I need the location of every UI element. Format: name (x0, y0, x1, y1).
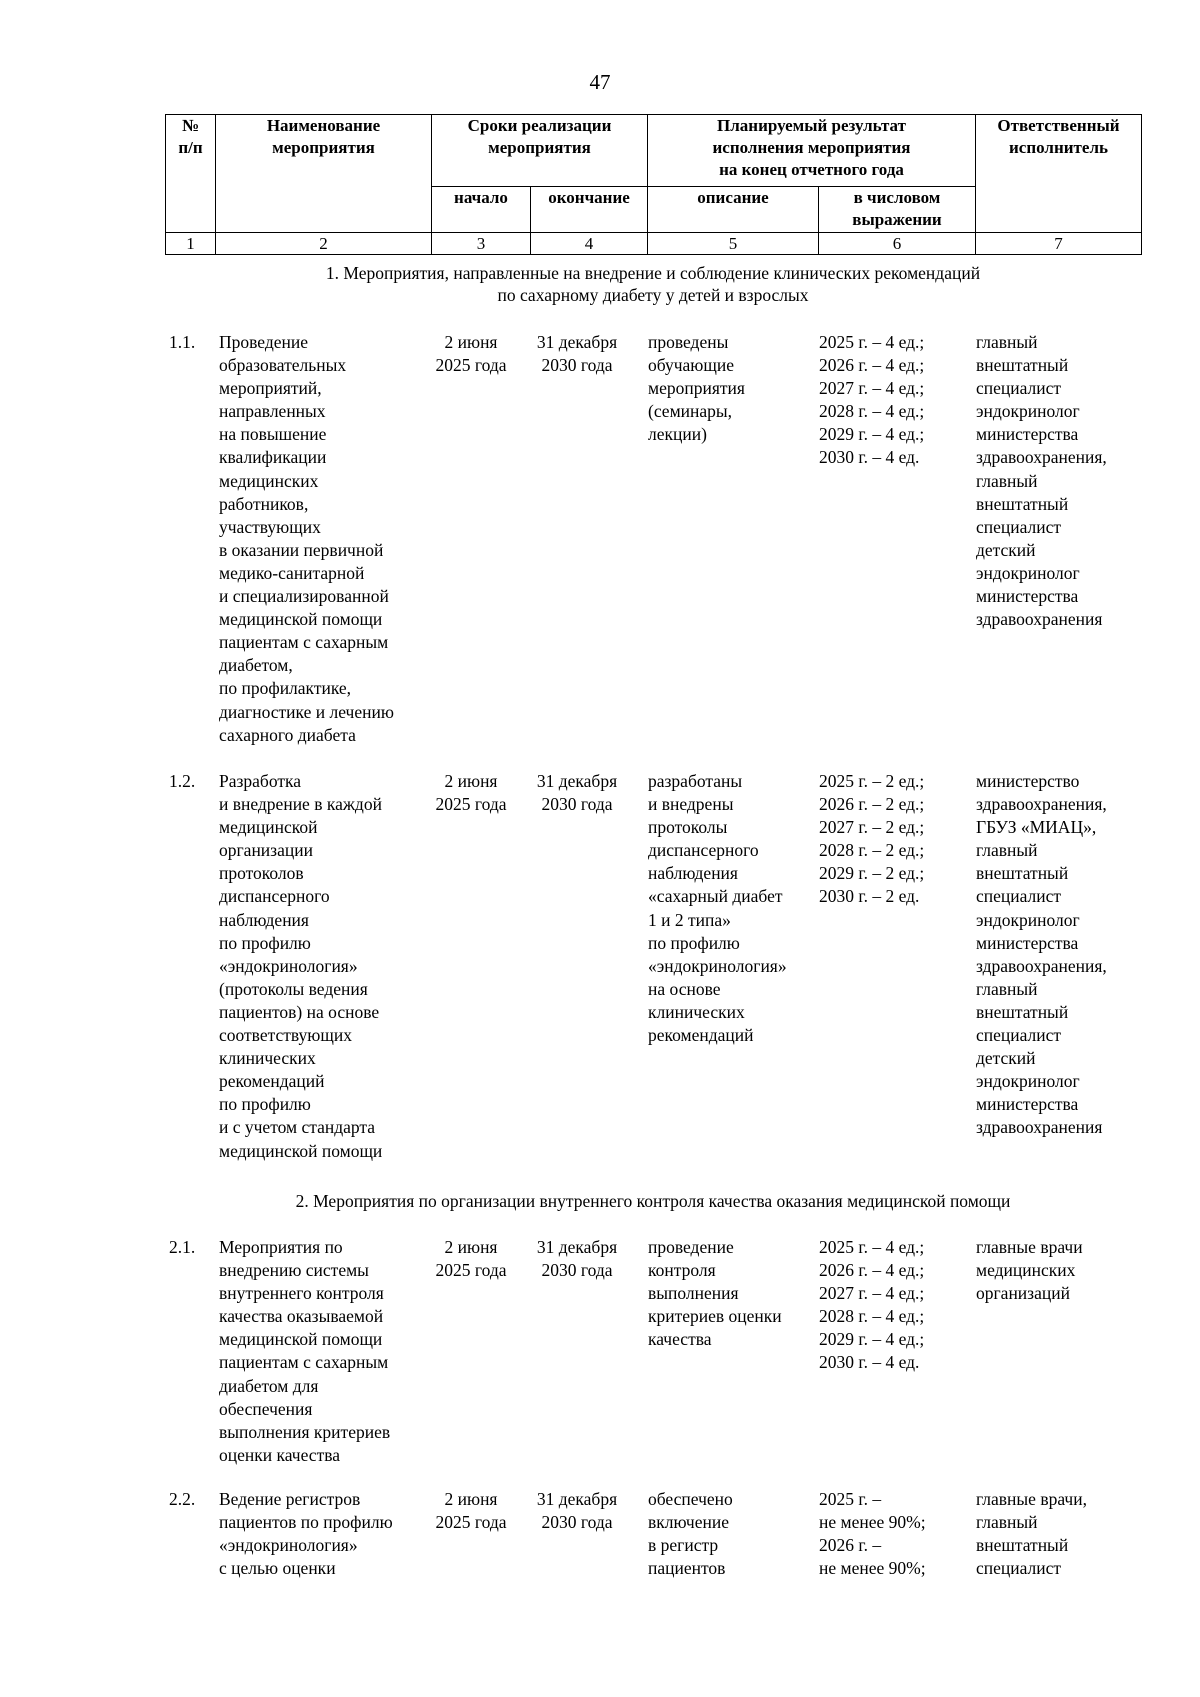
row-start: 2 июня 2025 года (435, 1489, 507, 1533)
row-name: Мероприятия по внедрению системы внутреннего контроля качества оказываемой медицинской помощи пациентам с сахарным диабетом для обеспечения выполнения критериев оценки качества (219, 1237, 391, 1465)
row-start: 2 июня 2025 года (435, 771, 507, 815)
header-index: 2 (216, 233, 432, 255)
section-title: 2. Мероприятия по организации внутреннего контроля качества оказания медицинской помощи (295, 1191, 1011, 1211)
row-responsible: министерство здравоохранения, ГБУЗ «МИАЦ», главный внештатный специалист эндокринолог министерства здравоохранения, главный внештатный специалист детский эндокринолог министерства здравоохранения (976, 771, 1107, 1138)
row-number: 1.1. (169, 332, 196, 352)
table-header (165, 114, 1142, 255)
page-number: 47 (589, 70, 611, 94)
row-name: Разработка и внедрение в каждой медицинской организации протоколов диспансерного наблюдения по профилю «эндокринология» (протоколы ведения пациентов) на основе соответствующих клинических рекомендаций по профилю и с учетом стандарта медицинской помощи (219, 771, 383, 1161)
row-responsible: главные врачи, главный внештатный специалист (976, 1489, 1087, 1579)
row-name: Проведение образовательных мероприятий, направленных на повышение квалификации медицинских работников, участвующих в оказании первичной медико-санитарной и специализированной медицинской помощи пациентам с сахарным диабетом, по профилактике, диагностике и лечению сахарного диабета (219, 332, 394, 745)
header-index: 1 (166, 233, 216, 255)
row-end: 31 декабря 2030 года (536, 1237, 618, 1281)
row-description: проведение контроля выполнения критериев оценки качества (648, 1237, 782, 1350)
row-numeric: 2025 г. – 4 ед.; 2026 г. – 4 ед.; 2027 г. – 4 ед.; 2028 г. – 4 ед.; 2029 г. – 4 ед.; 2030 г. – 4 ед. (819, 1237, 925, 1373)
header-index: 6 (819, 233, 976, 255)
row-numeric: 2025 г. – 4 ед.; 2026 г. – 4 ед.; 2027 г. – 4 ед.; 2028 г. – 4 ед.; 2029 г. – 4 ед.; 2030 г. – 4 ед. (819, 332, 925, 468)
row-start: 2 июня 2025 года (435, 1237, 507, 1281)
header-period: Сроки реализации мероприятия (432, 115, 648, 187)
row-number: 2.1. (169, 1237, 196, 1257)
header-responsible: Ответственный исполнитель (976, 115, 1142, 233)
row-numeric: 2025 г. – не менее 90%; 2026 г. – не менее 90%; (819, 1489, 926, 1579)
header-index: 4 (531, 233, 648, 255)
header-description: описание (648, 187, 819, 233)
row-start: 2 июня 2025 года (435, 332, 507, 376)
header-index: 3 (432, 233, 531, 255)
row-end: 31 декабря 2030 года (536, 1489, 618, 1533)
header-name: Наименование мероприятия (216, 115, 432, 233)
row-number: 2.2. (169, 1489, 196, 1509)
row-description: проведены обучающие мероприятия (семинары, лекции) (648, 332, 745, 445)
row-name: Ведение регистров пациентов по профилю «эндокринология» с целью оценки (219, 1489, 393, 1579)
row-end: 31 декабря 2030 года (536, 332, 618, 376)
header-start: начало (432, 187, 531, 233)
row-description: обеспечено включение в регистр пациентов (648, 1489, 733, 1579)
header-index: 7 (976, 233, 1142, 255)
row-responsible: главный внештатный специалист эндокринолог министерства здравоохранения, главный внештатный специалист детский эндокринолог министерства здравоохранения (976, 332, 1107, 630)
row-number: 1.2. (169, 771, 196, 791)
row-description: разработаны и внедрены протоколы диспансерного наблюдения «сахарный диабет 1 и 2 типа» по профилю «эндокринология» на основе клинических рекомендаций (648, 771, 787, 1046)
row-responsible: главные врачи медицинских организаций (976, 1237, 1083, 1304)
header-end: окончание (531, 187, 648, 233)
header-num: № п/п (166, 115, 216, 233)
header-result: Планируемый результат исполнения мероприятия на конец отчетного года (648, 115, 976, 187)
header-numeric: в числовом выражении (819, 187, 976, 233)
section-title: 1. Мероприятия, направленные на внедрение и соблюдение клинических рекомендаций по сахарному диабету у детей и взрослых (325, 263, 981, 305)
header-index: 5 (648, 233, 819, 255)
row-numeric: 2025 г. – 2 ед.; 2026 г. – 2 ед.; 2027 г. – 2 ед.; 2028 г. – 2 ед.; 2029 г. – 2 ед.; 2030 г. – 2 ед. (819, 771, 925, 907)
row-end: 31 декабря 2030 года (536, 771, 618, 815)
